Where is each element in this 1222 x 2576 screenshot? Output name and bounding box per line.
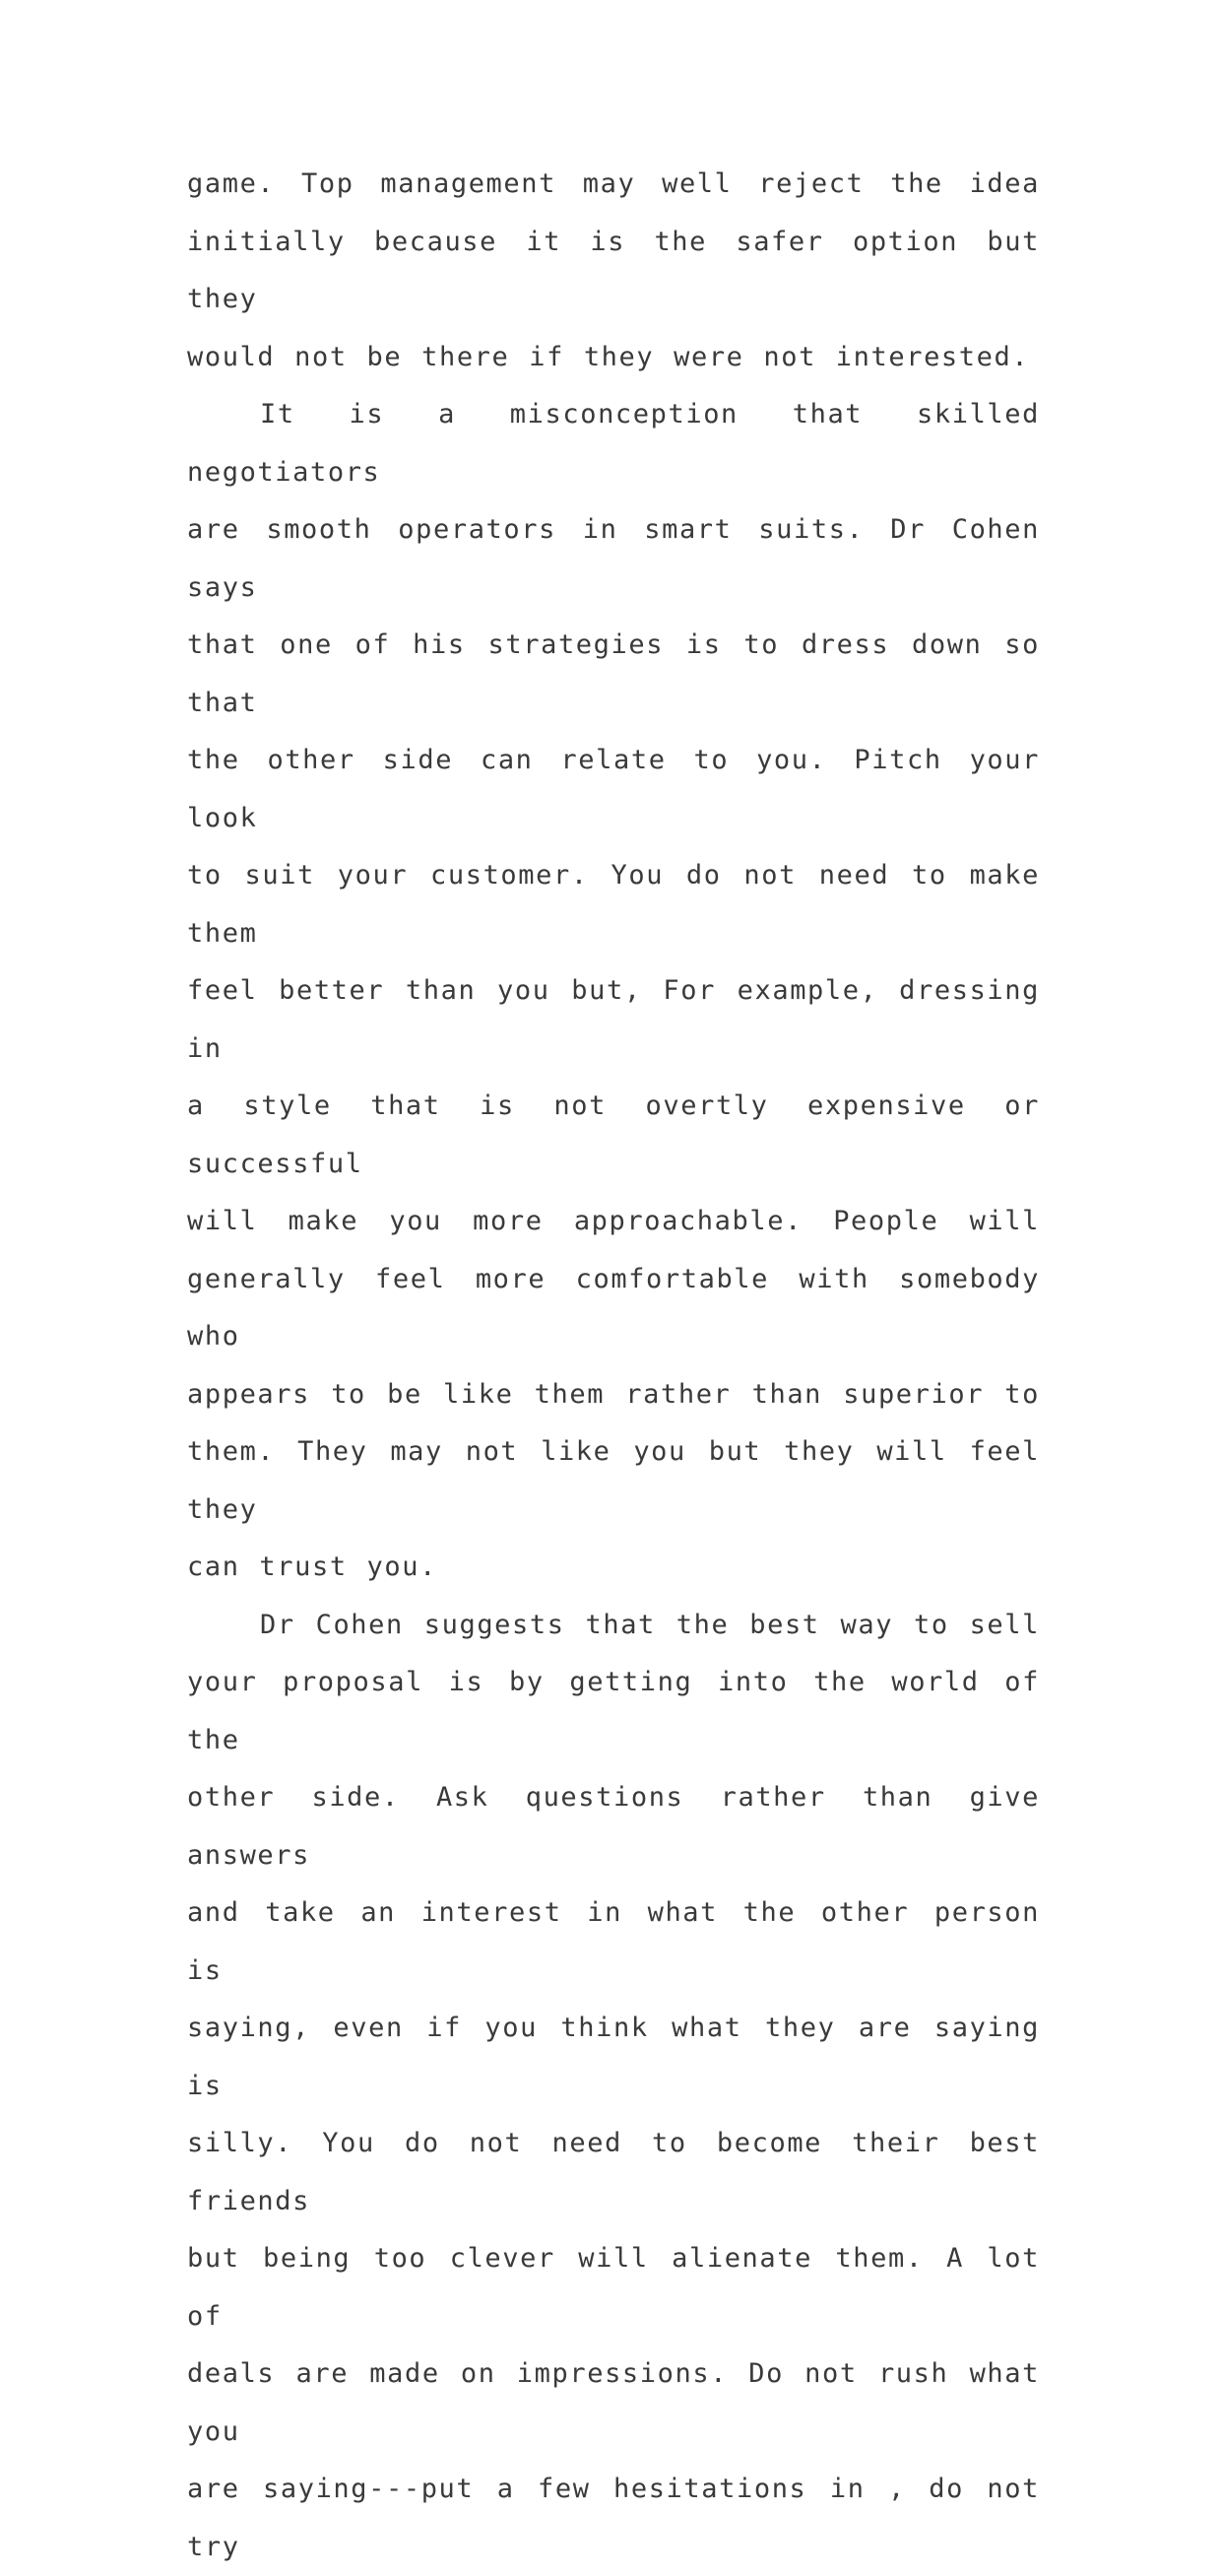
- text-line: are smooth operators in smart suits. Dr Cohen says: [187, 501, 1040, 617]
- text-line: will make you more approachable. People will: [187, 1193, 1040, 1251]
- text-line: can trust you.: [187, 1539, 1040, 1597]
- text-line: feel better than you but, For example, dressing in: [187, 962, 1040, 1078]
- paragraph-3: [187, 1597, 1040, 2576]
- text-line: but being too clever will alienate them. A lot of: [187, 2230, 1040, 2345]
- text-line: It is a misconception that skilled negotiators: [187, 386, 1040, 501]
- text-line: a style that is not overtly expensive or successful: [187, 1078, 1040, 1193]
- text-line: appears to be like them rather than superior to: [187, 1366, 1040, 1424]
- text-line: and take an interest in what the other person is: [187, 1884, 1040, 2000]
- text-line: silly. You do not need to become their best friends: [187, 2115, 1040, 2230]
- text-line: to suit your customer. You do not need to make them: [187, 847, 1040, 962]
- text-line: deals are made on impressions. Do not rush what you: [187, 2345, 1040, 2461]
- paragraph-1: [187, 156, 1040, 386]
- text-line: your proposal is by getting into the world of the: [187, 1654, 1040, 1769]
- text-line: saying, even if you think what they are saying is: [187, 2000, 1040, 2115]
- text-line: the other side can relate to you. Pitch your look: [187, 732, 1040, 847]
- text-line: would not be there if they were not interested.: [187, 329, 1040, 387]
- text-line: them. They may not like you but they will feel they: [187, 1423, 1040, 1539]
- text-line: are saying---put a few hesitations in , do not try: [187, 2461, 1040, 2576]
- text-line: generally feel more comfortable with somebody who: [187, 1251, 1040, 1366]
- document-body: [187, 156, 1040, 2576]
- text-line: other side. Ask questions rather than give answers: [187, 1769, 1040, 1884]
- text-line: that one of his strategies is to dress down so that: [187, 617, 1040, 732]
- paragraph-2: [187, 386, 1040, 1597]
- text-line: Dr Cohen suggests that the best way to sell: [187, 1597, 1040, 1655]
- text-line: game. Top management may well reject the idea: [187, 156, 1040, 214]
- text-line: initially because it is the safer option but they: [187, 214, 1040, 329]
